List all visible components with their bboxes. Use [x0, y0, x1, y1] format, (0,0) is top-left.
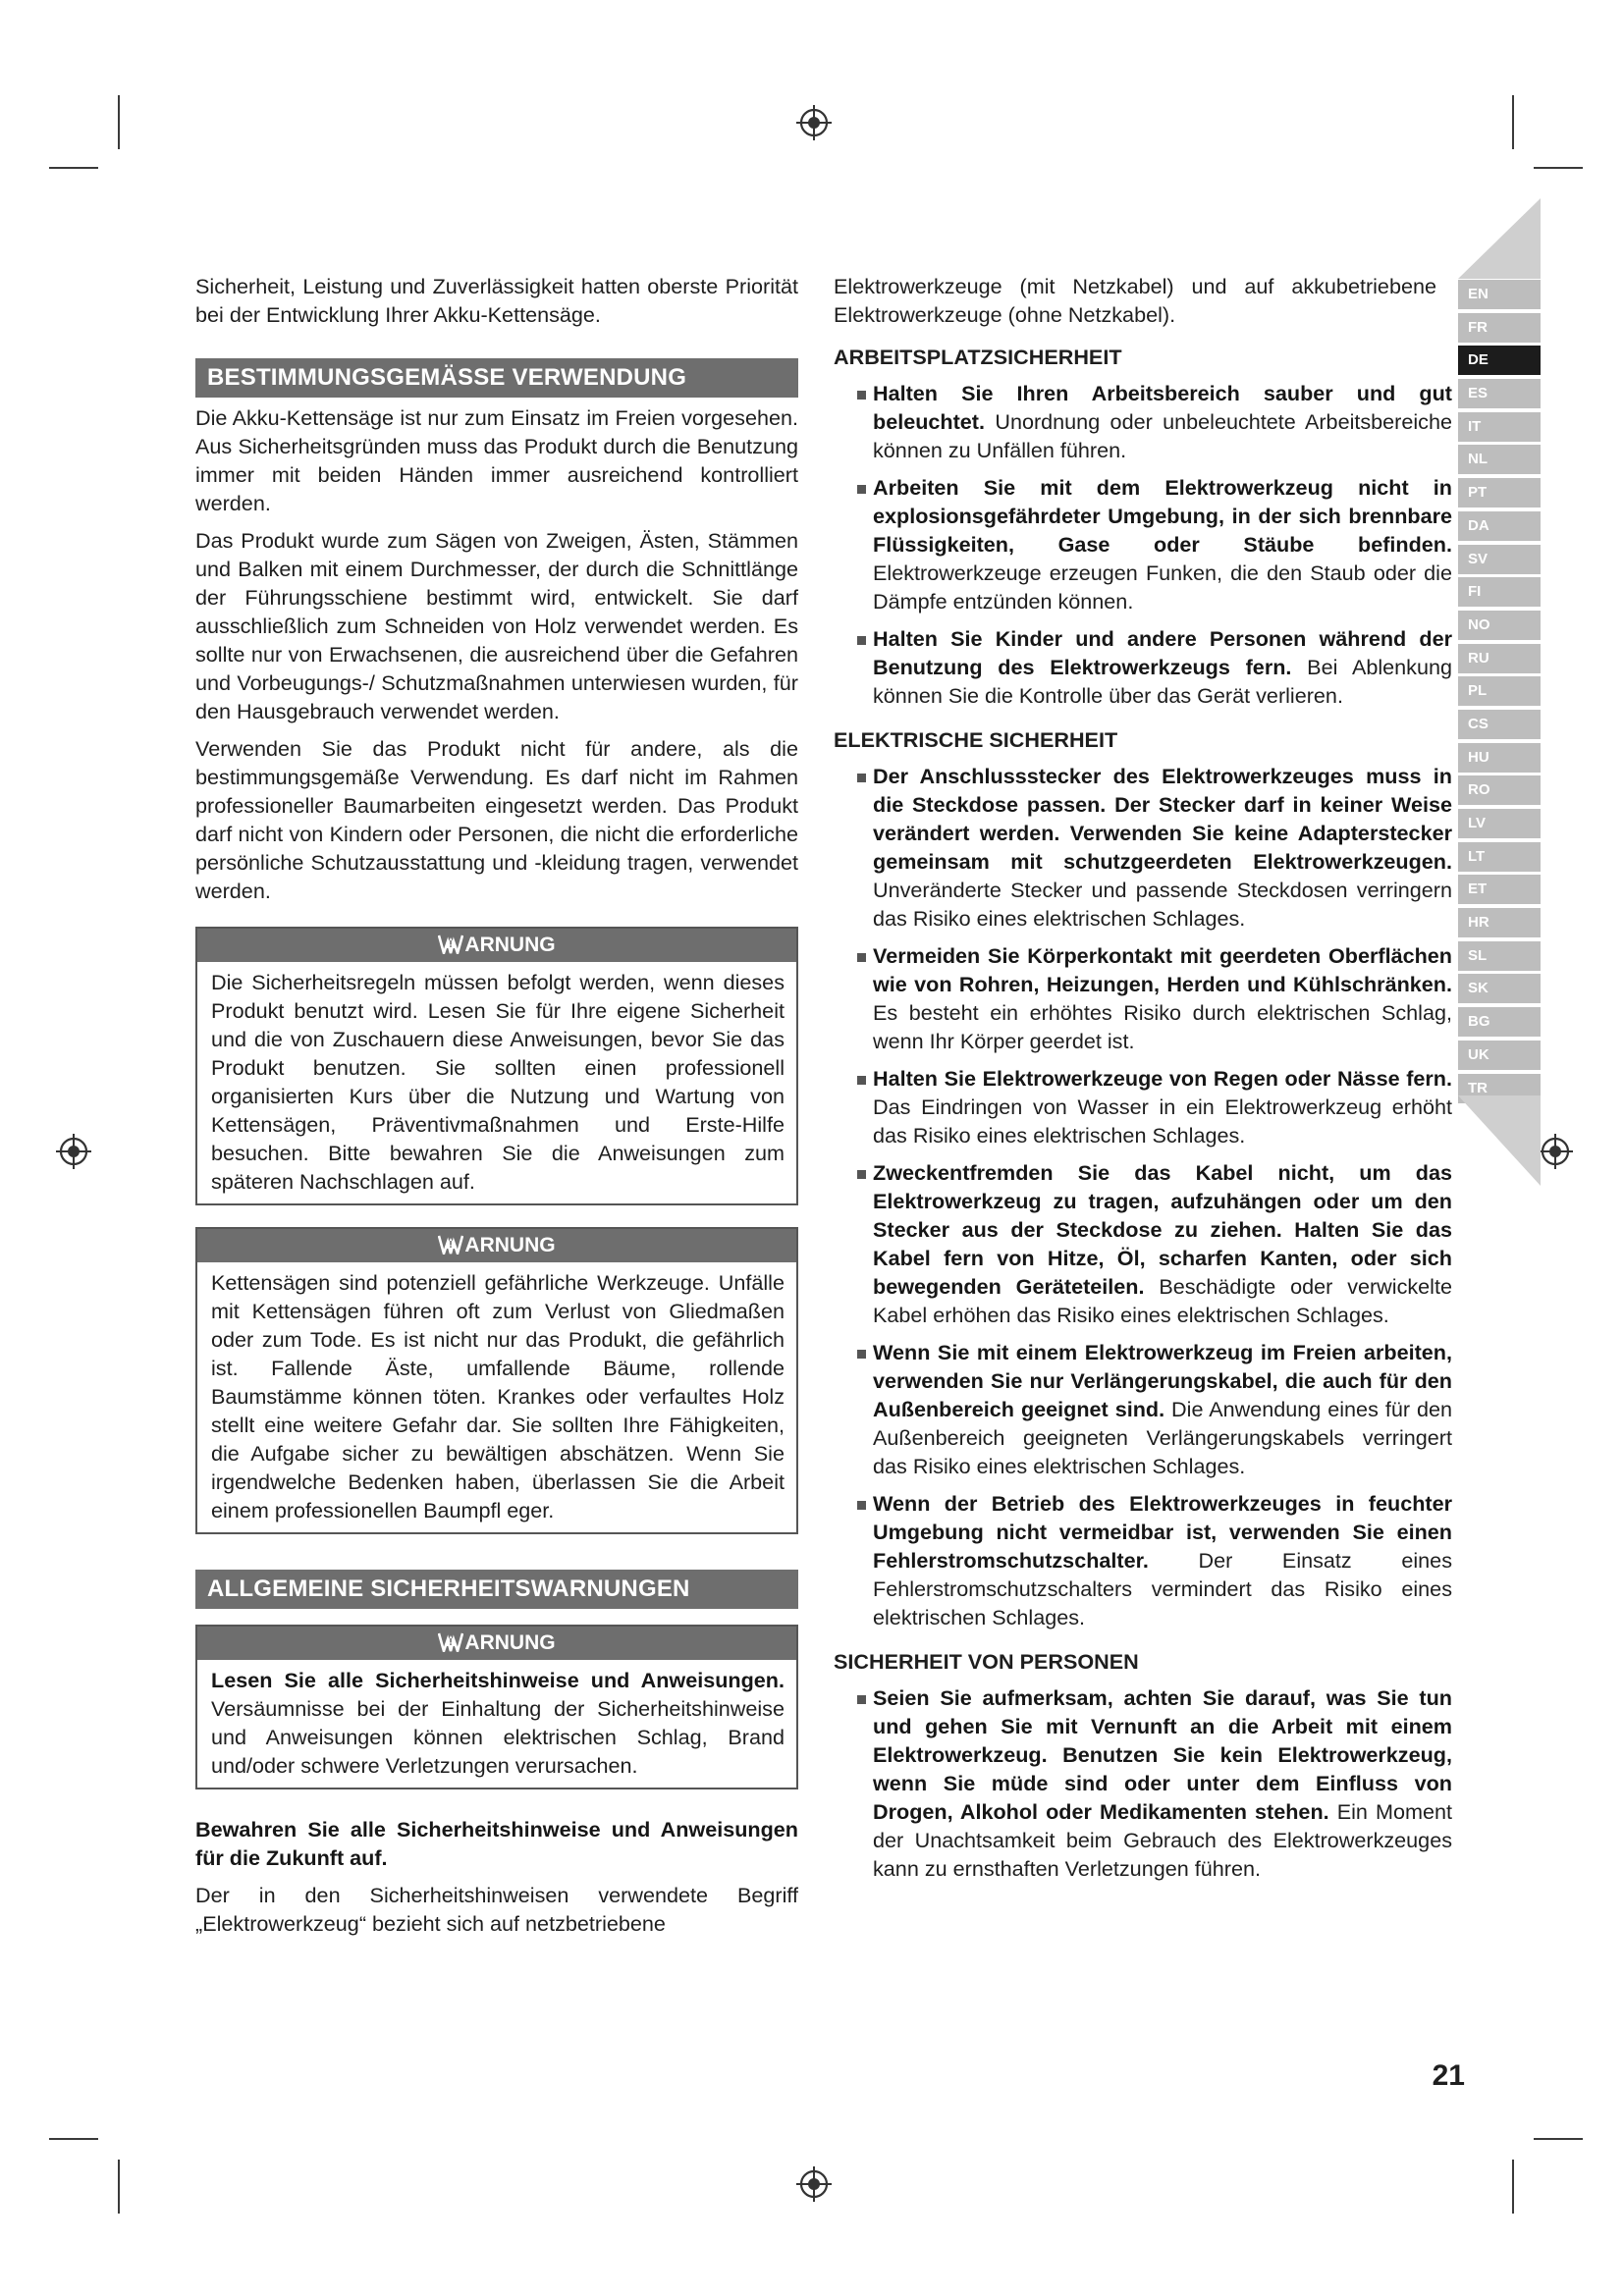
crop-mark — [49, 167, 98, 169]
list-item — [834, 379, 1452, 464]
paragraph: Verwenden Sie das Produkt nicht für andere, als die bestimmungsgemäße Verwendung. Es darf nicht im Rahmen professioneller Baumarbeiten eingesetzt werden. Das Produkt darf nicht von Kindern oder Personen, die nicht die erforderliche persönliche Schutzausstattung und -kleidung tragen, verwendet werden. — [195, 736, 798, 903]
list-item — [834, 941, 1452, 1055]
language-tab-sv[interactable]: SV — [1458, 545, 1541, 574]
warning-label: ARNUNG — [464, 1631, 556, 1654]
warning-box — [195, 927, 798, 1205]
bullet-square-icon — [857, 1501, 866, 1510]
intro-paragraph: Sicherheit, Leistung und Zuverlässigkeit hatten oberste Priorität bei der Entwicklung Ihrer Akku-Kettensäge. — [195, 274, 798, 327]
registration-mark-icon — [1538, 1134, 1573, 1169]
electrical-safety-list — [834, 762, 1452, 1631]
language-tab-sk[interactable]: SK — [1458, 974, 1541, 1003]
warning-normal-text: Versäumnisse bei der Einhaltung der Sicherheitshinweise und Anweisungen können elektrischen Schlag, Brand und/oder schwere Verletzungen verursachen. — [211, 1696, 785, 1778]
term-definition-paragraph: Der in den Sicherheitshinweisen verwendete Begriff „Elektrowerkzeug“ bezieht sich auf netzbetriebene — [195, 1883, 798, 1936]
list-item — [834, 1683, 1452, 1883]
warning-header — [197, 1229, 796, 1262]
left-column — [195, 272, 798, 1947]
language-tabs — [1458, 280, 1541, 1106]
warning-triangle-icon — [438, 934, 463, 954]
list-item — [834, 1489, 1452, 1631]
list-item-text: Ein Moment der Unachtsamkeit beim Gebrauch des Elektrowerkzeuges kann zu ernsthaften Verletzungen führen. — [873, 1799, 1452, 1881]
list-item-bold: Wenn der Betrieb des Elektrowerkzeuges in feuchter Umgebung nicht vermeidbar ist, verwenden Sie einen Fehlerstromschutzschalter. — [873, 1491, 1452, 1573]
warning-text — [211, 1666, 785, 1780]
subheading-personal-safety: SICHERHEIT VON PERSONEN — [834, 1649, 1139, 1674]
warning-header — [197, 929, 796, 962]
warning-box — [195, 1625, 798, 1789]
language-tab-nl[interactable]: NL — [1458, 445, 1541, 474]
bullet-square-icon — [857, 1170, 866, 1179]
language-tab-fr[interactable]: FR — [1458, 313, 1541, 343]
bullet-square-icon — [857, 1076, 866, 1085]
list-item-text: Elektrowerkzeuge erzeugen Funken, die den Staub oder die Dämpfe entzünden können. — [873, 561, 1452, 614]
warning-bold-text: Lesen Sie alle Sicherheitshinweise und Anweisungen. — [211, 1668, 785, 1692]
list-item-bold: Halten Sie Ihren Arbeitsbereich sauber und gut beleuchtet. — [873, 381, 1452, 434]
language-tab-uk[interactable]: UK — [1458, 1041, 1541, 1070]
subheading-electrical-safety: ELEKTRISCHE SICHERHEIT — [834, 727, 1118, 752]
language-tab-ro[interactable]: RO — [1458, 775, 1541, 805]
crop-mark — [49, 2138, 98, 2140]
right-column — [834, 272, 1452, 1892]
warning-triangle-icon — [438, 1235, 463, 1255]
personal-safety-list — [834, 1683, 1452, 1883]
list-item-text: Beschädigte oder verwickelte Kabel erhöhen das Risiko eines elektrischen Schlages. — [873, 1274, 1452, 1327]
warning-text: Die Sicherheitsregeln müssen befolgt werden, wenn dieses Produkt benutzt wird. Lesen Sie für Ihre eigene Sicherheit und die von Zuschauern diese Anweisungen, bevor Sie das Produkt benutzen. Sie sollten einen professionell organisierten Kurs über die Nutzung und Wartung von Kettensägen, Präventivmaßnahmen und Erste-Hilfe besuchen. Bitte bewahren Sie die Anweisungen zum späteren Nachschlagen auf. — [211, 970, 785, 1194]
crop-mark — [118, 95, 120, 149]
language-tab-ru[interactable]: RU — [1458, 644, 1541, 673]
list-item-text: Der Einsatz eines Fehlerstromschutzschalters vermindert das Risiko eines elektrischen Schlages. — [873, 1548, 1452, 1629]
list-item-bold: Halten Sie Kinder und andere Personen während der Benutzung des Elektrowerkzeugs fern. — [873, 626, 1452, 679]
language-tab-hr[interactable]: HR — [1458, 908, 1541, 937]
language-tab-pl[interactable]: PL — [1458, 676, 1541, 706]
warning-box — [195, 1227, 798, 1534]
list-item-text: Das Eindringen von Wasser in ein Elektrowerkzeug erhöht das Risiko eines elektrischen Schlages. — [873, 1095, 1452, 1148]
crop-mark — [1534, 167, 1583, 169]
language-tab-en[interactable]: EN — [1458, 280, 1541, 309]
list-item — [834, 1158, 1452, 1329]
crop-mark — [1512, 2160, 1514, 2214]
language-tab-hu[interactable]: HU — [1458, 743, 1541, 773]
tab-strip-bottom-decoration — [1458, 1095, 1541, 1186]
list-item-text: Es besteht ein erhöhtes Risiko durch elektrischen Schlag, wenn Ihr Körper geerdet ist. — [873, 1000, 1452, 1053]
section-heading-general-safety: ALLGEMEINE SICHERHEITSWARNUNGEN — [195, 1570, 798, 1609]
warning-label: ARNUNG — [464, 1234, 556, 1256]
registration-mark-icon — [56, 1134, 91, 1169]
list-item — [834, 762, 1452, 933]
language-tab-bg[interactable]: BG — [1458, 1007, 1541, 1037]
list-item-bold: Der Anschlussstecker des Elektrowerkzeuges muss in die Steckdose passen. Der Stecker darf in keiner Weise verändert werden. Verwenden Sie keine Adapterstecker gemeinsam mit schutzgeerdeten Elektrowerkzeugen. — [873, 764, 1452, 874]
bullet-square-icon — [857, 1695, 866, 1704]
paragraph: Die Akku-Kettensäge ist nur zum Einsatz im Freien vorgesehen. Aus Sicherheitsgründen muss das Produkt durch die Benutzung immer mit beiden Händen immer ausreichend kontrolliert werden. — [195, 405, 798, 515]
subheading-workplace-safety: ARBEITSPLATZSICHERHEIT — [834, 345, 1122, 369]
language-tab-lt[interactable]: LT — [1458, 842, 1541, 872]
language-tab-pt[interactable]: PT — [1458, 478, 1541, 507]
paragraph: Das Produkt wurde zum Sägen von Zweigen, Ästen, Stämmen und Balken mit einem Durchmesser, der durch die Schnittlänge der Führungsschiene bestimmt wird, entwickelt. Sie darf ausschließlich zum Schneiden von Holz verwendet werden. Es sollte nur von Erwachsenen, die ausreichend über die Gefahren und Vorbeugungs-/ Schutzmaßnahmen unterwiesen wurden, für den Hausgebrauch verwendet werden. — [195, 528, 798, 723]
bullet-square-icon — [857, 953, 866, 962]
crop-mark — [118, 2160, 120, 2214]
list-item-text: Bei Ablenkung können Sie die Kontrolle über das Gerät verlieren. — [873, 655, 1452, 708]
list-item-bold: Zweckentfremden Sie das Kabel nicht, um das Elektrowerkzeug zu tragen, aufzuhängen oder um den Stecker aus der Steckdose zu ziehen. Halten Sie das Kabel fern von Hitze, Öl, scharfen Kanten, oder sich bewegenden Geräteteilen. — [873, 1160, 1452, 1299]
intro-paragraph: Elektrowerkzeuge (mit Netzkabel) und auf akkubetriebene Elektrowerkzeuge (ohne Netzkabel). — [834, 274, 1436, 327]
list-item — [834, 473, 1452, 615]
list-item-bold: Wenn Sie mit einem Elektrowerkzeug im Freien arbeiten, verwenden Sie nur Verlängerungskabel, die auch für den Außenbereich geeignet sind. — [873, 1340, 1452, 1421]
keep-instructions-paragraph — [195, 1815, 798, 1872]
tab-strip-top-decoration — [1458, 198, 1541, 279]
language-tab-it[interactable]: IT — [1458, 412, 1541, 442]
bullet-square-icon — [857, 636, 866, 645]
language-tab-da[interactable]: DA — [1458, 511, 1541, 541]
list-item-bold: Seien Sie aufmerksam, achten Sie darauf, was Sie tun und gehen Sie mit Vernunft an die Arbeit mit einem Elektrowerkzeug. Benutzen Sie kein Elektrowerkzeug, wenn Sie müde sind oder unter dem Einfluss von Drogen, Alkohol oder Medikamenten stehen. — [873, 1685, 1452, 1824]
warning-label: ARNUNG — [464, 934, 556, 956]
list-item-bold: Arbeiten Sie mit dem Elektrowerkzeug nicht in explosionsgefährdeter Umgebung, in der sich brennbare Flüssigkeiten, Gase oder Stäube befinden. — [873, 475, 1452, 557]
bullet-square-icon — [857, 774, 866, 782]
registration-mark-icon — [796, 105, 832, 140]
language-tab-de[interactable]: DE — [1458, 346, 1541, 375]
list-item-text: Unordnung oder unbeleuchtete Arbeitsbereiche können zu Unfällen führen. — [873, 409, 1452, 462]
page-number: 21 — [1432, 2059, 1465, 2092]
list-item — [834, 624, 1452, 710]
list-item-text: Unveränderte Stecker und passende Steckdosen verringern das Risiko eines elektrischen Schlages. — [873, 878, 1452, 931]
list-item-bold: Vermeiden Sie Körperkontakt mit geerdeten Oberflächen wie von Rohren, Heizungen, Herden und Kühlschränken. — [873, 943, 1452, 996]
language-tab-lv[interactable]: LV — [1458, 809, 1541, 838]
list-item-bold: Halten Sie Elektrowerkzeuge von Regen oder Nässe fern. — [873, 1066, 1452, 1091]
workplace-safety-list — [834, 379, 1452, 710]
registration-mark-icon — [796, 2166, 832, 2202]
bullet-square-icon — [857, 391, 866, 400]
section-heading-intended-use: BESTIMMUNGSGEMÄSSE VERWENDUNG — [195, 358, 798, 398]
list-item — [834, 1064, 1452, 1149]
bullet-square-icon — [857, 485, 866, 494]
language-tab-no[interactable]: NO — [1458, 611, 1541, 640]
list-item-text: Die Anwendung eines für den Außenbereich geeigneten Verlängerungskabels verringert das Risiko eines elektrischen Schlages. — [873, 1397, 1453, 1478]
warning-header — [197, 1627, 796, 1660]
list-item — [834, 1338, 1452, 1480]
language-tab-et[interactable]: ET — [1458, 875, 1541, 904]
bullet-square-icon — [857, 1350, 866, 1359]
crop-mark — [1534, 2138, 1583, 2140]
keep-instructions-bold: Bewahren Sie alle Sicherheitshinweise und Anweisungen für die Zukunft auf. — [195, 1817, 798, 1870]
language-tab-sl[interactable]: SL — [1458, 941, 1541, 971]
language-tab-es[interactable]: ES — [1458, 379, 1541, 408]
language-tab-fi[interactable]: FI — [1458, 577, 1541, 607]
crop-mark — [1512, 95, 1514, 149]
language-tab-tr[interactable]: TR — [1458, 1074, 1541, 1103]
language-tab-cs[interactable]: CS — [1458, 710, 1541, 739]
warning-triangle-icon — [438, 1632, 463, 1652]
warning-text: Kettensägen sind potenziell gefährliche Werkzeuge. Unfälle mit Kettensägen führen oft zum Verlust von Gliedmaßen oder zum Tode. Es ist nicht nur das Produkt, die gefährlich ist. Fallende Äste, umfallende Bäume, rollende Baumstämme können töten. Krankes oder verfaultes Holz stellt eine weitere Gefahr dar. Sie sollten Ihre Fähigkeiten, die Aufgabe sicher zu bewältigen abschätzen. Wenn Sie irgendwelche Bedenken haben, überlassen Sie die Arbeit einem professionellen Baumpfl eger. — [211, 1270, 785, 1522]
